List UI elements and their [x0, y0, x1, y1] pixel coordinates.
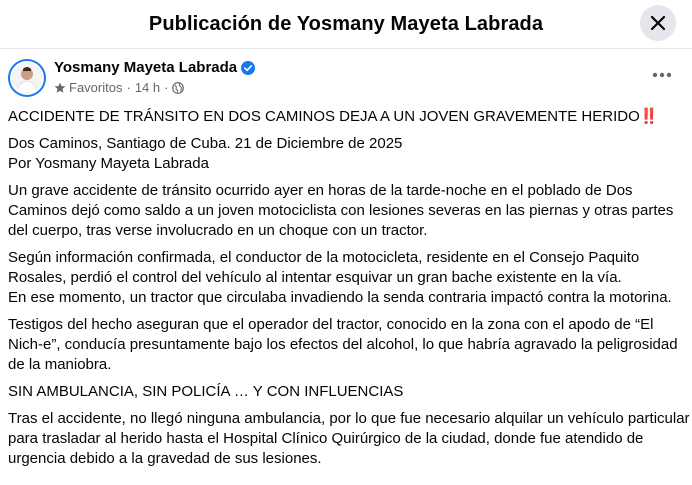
close-icon: [650, 15, 666, 31]
post-text-line: Testigos del hecho aseguran que el operador del tractor, conocido en la zona con el apodo de “El: [8, 316, 654, 333]
post-paragraph: [8, 409, 692, 469]
more-options-button[interactable]: [648, 65, 676, 85]
post-paragraph: [8, 134, 692, 174]
author-name[interactable]: Yosmany Mayeta Labrada: [54, 59, 238, 76]
verified-badge-icon: [241, 61, 255, 75]
dialog-header: [0, 0, 692, 49]
post-text-line: Un grave accidente de tránsito ocurrido ayer en horas de la tarde-noche en el poblado de Dos: [8, 182, 633, 199]
post-paragraph: [8, 315, 692, 375]
post-header: [0, 49, 692, 107]
avatar[interactable]: [8, 59, 46, 97]
more-horizontal-icon: [652, 72, 672, 78]
post-paragraph: [8, 181, 692, 241]
post-text-line: Según información confirmada, el conductor de la motocicleta, residente en el Consejo Paquito: [8, 249, 640, 266]
post-paragraph: [8, 382, 692, 402]
post-paragraph: [8, 248, 692, 308]
dialog-title: Publicación de Yosmany Mayeta Labrada: [148, 12, 544, 35]
avatar-image: [10, 61, 44, 95]
post-meta: Favoritos · 14 h ·: [54, 80, 184, 95]
post-text-line: SIN AMBULANCIA, SIN POLICÍA … Y CON INFLUENCIAS: [8, 383, 404, 400]
post-text-line: urgencia debido a la gravedad de sus lesiones.: [8, 450, 322, 467]
post-text-line: Tras el accidente, no llegó ninguna ambulancia, por lo que fue necesario alquilar un vehículo particular: [8, 410, 690, 427]
post-text-line: En ese momento, un tractor que circulaba invadiendo la senda contraria impactó contra la motorina.: [8, 289, 672, 306]
post-text-line: del cuerpo, tras verse involucrado en un choque con un tractor.: [8, 222, 428, 239]
post-text-line: de la maniobra.: [8, 356, 112, 373]
post-time[interactable]: 14 h: [134, 80, 161, 95]
post-text-line: ACCIDENTE DE TRÁNSITO EN DOS CAMINOS DEJA A UN JOVEN GRAVEMENTE HERIDO‼️: [8, 108, 659, 125]
post-text-line: Dos Caminos, Santiago de Cuba. 21 de Diciembre de 2025: [8, 135, 403, 152]
post-text-line: para trasladar al herido hasta el Hospital Clínico Quirúrgico de la ciudad, donde fue atendido de: [8, 430, 644, 447]
post-text-line: Por Yosmany Mayeta Labrada: [8, 155, 209, 172]
post-text-line: Caminos dejó como saldo a un joven motociclista con lesiones severas en las piernas y otras partes: [8, 202, 674, 219]
post-body: [0, 107, 692, 469]
post-text-line: Nich-e”, conducía presuntamente bajo los efectos del alcohol, lo que habría agravado la peligrosidad: [8, 336, 678, 353]
globe-icon[interactable]: [172, 82, 184, 94]
post-paragraph: [8, 107, 692, 127]
audience-label[interactable]: Favoritos: [69, 80, 123, 95]
close-button[interactable]: [640, 5, 676, 41]
post-text-line: Rosales, perdió el control del vehículo al intentar esquivar un gran bache existente en la vía.: [8, 269, 622, 286]
star-icon: [54, 82, 66, 94]
